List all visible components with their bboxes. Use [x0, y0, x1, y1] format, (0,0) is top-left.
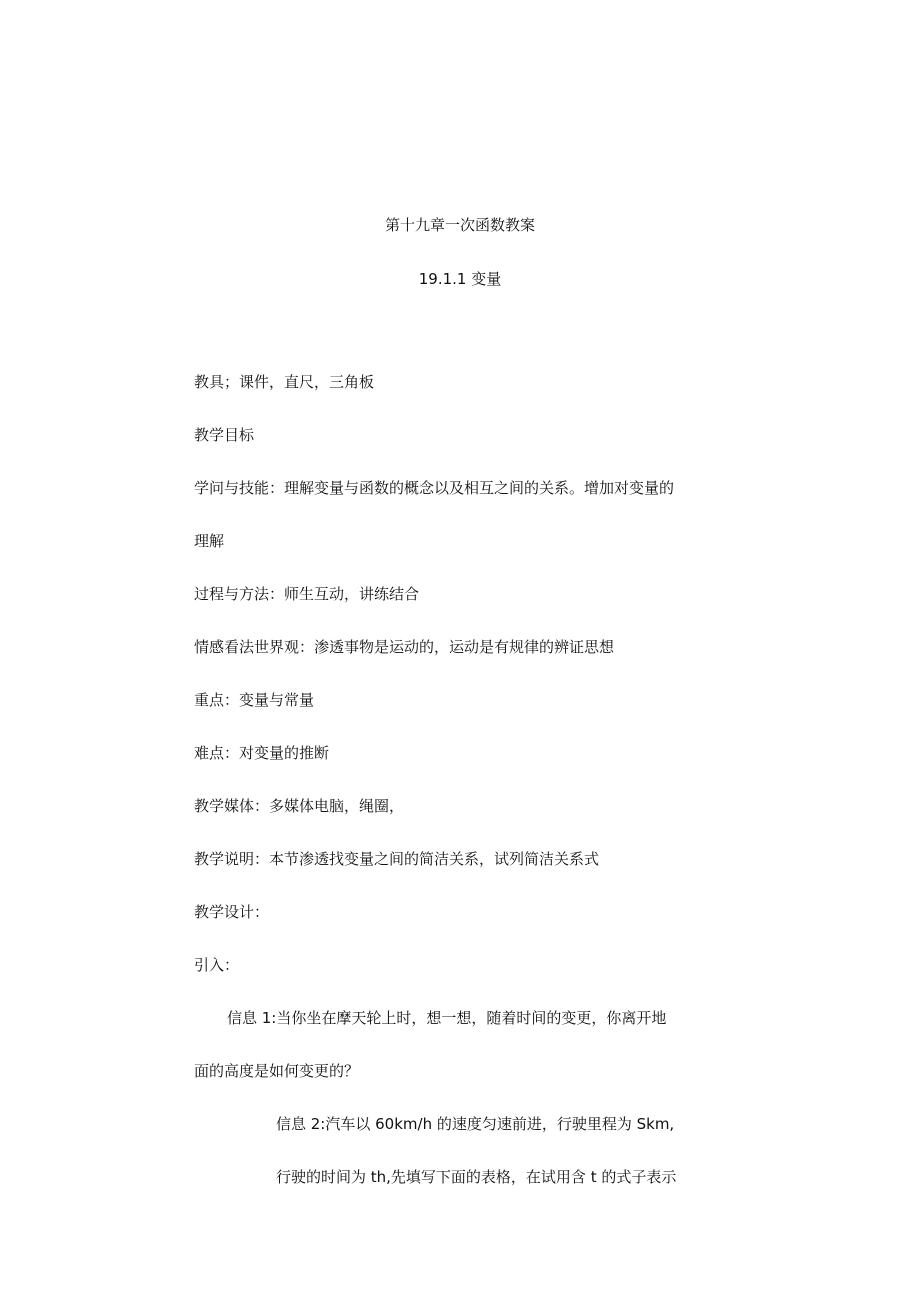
text-line-knowledge-skills-cont: 理解 — [194, 532, 225, 550]
text-line-explanation: 教学说明：本节渗透找变量之间的简洁关系，试列简洁关系式 — [194, 850, 600, 868]
text-line-design: 教学设计： — [194, 903, 270, 921]
text-line-teaching-tools: 教具；课件，直尺，三角板 — [194, 373, 375, 391]
text-line-info-2: 信息 2:汽车以 60km/h 的速度匀速前进，行驶里程为 Skm, — [276, 1115, 675, 1133]
text-line-key-point: 重点：变量与常量 — [194, 691, 315, 709]
text-line-attitude: 情感看法世界观：渗透事物是运动的，运动是有规律的辨证思想 — [194, 638, 615, 656]
text-line-media: 教学媒体：多媒体电脑，绳圈， — [194, 797, 405, 815]
section-heading: 19.1.1 变量 — [418, 270, 502, 288]
text-line-info-1-cont: 面的高度是如何变更的？ — [194, 1062, 360, 1080]
text-line-info-1: 信息 1:当你坐在摩天轮上时，想一想，随着时间的变更，你离开地 — [227, 1009, 667, 1027]
text-line-process-method: 过程与方法：师生互动，讲练结合 — [194, 585, 420, 603]
text-line-info-2-cont: 行驶的时间为 th,先填写下面的表格，在试用含 t 的式子表示 — [276, 1168, 677, 1186]
text-line-knowledge-skills: 学问与技能：理解变量与函数的概念以及相互之间的关系。增加对变量的 — [194, 479, 675, 497]
text-line-difficulty: 难点：对变量的推断 — [194, 744, 330, 762]
text-line-introduction: 引入： — [194, 956, 240, 974]
document-title: 第十九章一次函数教案 — [384, 216, 535, 234]
text-line-teaching-goals: 教学目标 — [194, 426, 255, 444]
